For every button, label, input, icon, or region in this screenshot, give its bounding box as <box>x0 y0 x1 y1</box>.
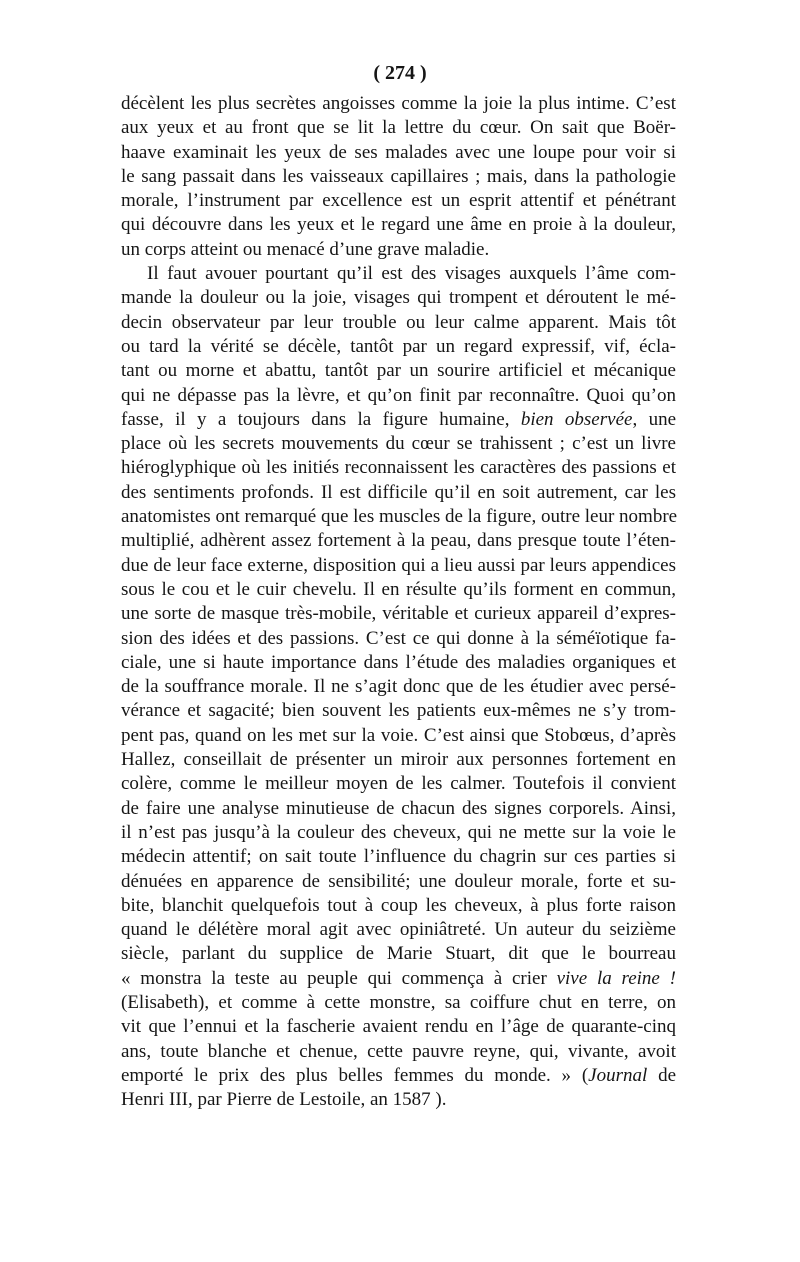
text-segment: anatomistes ont remarqué que les muscles de la figure, outre leur nombre <box>121 506 678 528</box>
text-segment: ou tard la vérité se décèle, tantôt par un regard expressif, vif, écla- <box>121 335 676 357</box>
text-segment: un corps atteint ou menacé d’une grave maladie. <box>121 238 490 260</box>
text-line <box>121 311 676 335</box>
text-line <box>121 554 676 578</box>
text-line <box>121 772 676 796</box>
text-segment: une sorte de masque très-mobile, véritable et curieux appareil d’expres- <box>121 603 676 625</box>
text-segment: de la souffrance morale. Il ne s’agit donc que de les étudier avec persé- <box>121 676 676 698</box>
text-line <box>121 967 676 991</box>
text-line <box>121 189 676 213</box>
text-line <box>121 116 676 140</box>
text-segment: ans, toute blanche et chenue, cette pauvre reyne, qui, vivante, avoit <box>121 1040 676 1062</box>
text-line <box>121 92 676 116</box>
text-line <box>121 529 676 553</box>
text-line <box>121 505 676 529</box>
text-line <box>121 797 676 821</box>
text-segment: place où les secrets mouvements du cœur se trahissent ; c’est un livre <box>121 433 676 455</box>
text-line <box>121 141 676 165</box>
text-line <box>121 991 676 1015</box>
text-line <box>121 578 676 602</box>
text-segment: , une <box>632 408 676 430</box>
text-segment: mande la douleur ou la joie, visages qui trompent et déroutent le mé- <box>121 287 676 309</box>
text-segment: sion des idées et des passions. C’est ce qui donne à la séméïotique fa- <box>121 627 676 649</box>
text-line <box>121 627 676 651</box>
text-line <box>121 821 676 845</box>
text-line <box>121 748 676 772</box>
text-line <box>121 1040 676 1064</box>
text-line <box>121 335 676 359</box>
text-segment: ciale, une si haute importance dans l’étude des maladies organiques et <box>121 651 676 673</box>
text-line <box>121 408 676 432</box>
text-line <box>121 894 676 918</box>
text-line <box>121 384 676 408</box>
italic-text: bien observée <box>520 408 633 430</box>
text-segment: due de leur face externe, disposition qui a lieu aussi par leurs appendices <box>121 554 676 576</box>
text-line <box>121 432 676 456</box>
text-line <box>121 213 676 237</box>
text-line <box>121 918 676 942</box>
italic-text: Journal <box>588 1064 648 1086</box>
text-segment: tant ou morne et abattu, tantôt par un sourire artificiel et mécanique <box>121 360 676 382</box>
text-line <box>121 699 676 723</box>
text-segment: il n’est pas jusqu’à la couleur des cheveux, qui ne mette sur la voie le <box>121 821 676 843</box>
text-line <box>121 262 676 286</box>
text-segment: aux yeux et au front que se lit la lettre du cœur. On sait que Boër- <box>121 117 676 139</box>
text-line <box>121 651 676 675</box>
text-segment: qui découvre dans les yeux et le regard une âme en proie à la douleur, <box>121 214 676 236</box>
text-segment: haave examinait les yeux de ses malades avec une loupe pour voir si <box>121 141 676 163</box>
text-segment: multiplié, adhèrent assez fortement à la peau, dans presque toute l’éten- <box>121 530 676 552</box>
text-segment: decin observateur par leur trouble ou leur calme apparent. Mais tôt <box>121 311 676 333</box>
text-segment: Hallez, conseillait de présenter un miroir aux personnes fortement en <box>121 749 676 771</box>
text-line <box>121 456 676 480</box>
text-segment: « monstra la teste au peuple qui commença à crier <box>121 967 557 989</box>
text-segment: (Elisabeth), et comme à cette monstre, sa coiffure chut en terre, on <box>121 991 676 1013</box>
text-line <box>121 1015 676 1039</box>
text-segment: des sentiments profonds. Il est difficile qu’il en soit autrement, car les <box>121 481 676 503</box>
text-line <box>121 1064 676 1088</box>
text-segment: fasse, il y a toujours dans la figure humaine, <box>121 408 521 430</box>
text-segment: colère, comme le meilleur moyen de les calmer. Toutefois il convient <box>121 773 676 795</box>
text-line <box>121 845 676 869</box>
text-line <box>121 675 676 699</box>
text-segment: pent pas, quand on les met sur la voie. C’est ainsi que Stobœus, d’après <box>121 724 676 746</box>
text-line <box>121 1088 676 1112</box>
text-line <box>121 870 676 894</box>
text-segment: siècle, parlant du supplice de Marie Stuart, dit que le bourreau <box>121 943 676 965</box>
text-segment: de <box>647 1064 676 1086</box>
italic-text: vive la reine ! <box>556 967 676 989</box>
text-segment: médecin attentif; on sait toute l’influence du chagrin sur ces parties si <box>121 846 676 868</box>
text-segment: décèlent les plus secrètes angoisses comme la joie la plus intime. C’est <box>121 93 676 114</box>
text-segment: vérance et sagacité; bien souvent les patients eux-mêmes ne s’y trom- <box>121 700 676 722</box>
text-segment: Henri III, par Pierre de Lestoile, an 1587 ). <box>121 1089 447 1111</box>
paragraph <box>121 262 676 1112</box>
text-segment: emporté le prix des plus belles femmes du monde. » ( <box>121 1064 589 1086</box>
text-segment: vit que l’ennui et la fascherie avaient rendu en l’âge de quarante-cinq <box>121 1016 676 1038</box>
text-segment: hiéroglyphique où les initiés reconnaissent les caractères des passions et <box>121 457 676 479</box>
paragraph <box>121 92 676 262</box>
text-line <box>121 286 676 310</box>
text-line <box>121 724 676 748</box>
text-line <box>121 481 676 505</box>
page-number: ( 274 ) <box>373 62 427 84</box>
text-segment: qui ne dépasse pas la lèvre, et qu’on finit par reconnaître. Quoi qu’on <box>121 384 676 406</box>
text-segment: bite, blanchit quelquefois tout à coup les cheveux, à plus forte raison <box>121 894 676 916</box>
text-line <box>121 238 676 262</box>
text-segment: Il faut avouer pourtant qu’il est des visages auxquels l’âme com- <box>147 263 676 285</box>
text-line <box>121 942 676 966</box>
text-segment: de faire une analyse minutieuse de chacun des signes corporels. Ainsi, <box>121 797 676 819</box>
text-segment: le sang passait dans les vaisseaux capillaires ; mais, dans la pathologie <box>121 165 676 187</box>
text-segment: dénuées en apparence de sensibilité; une douleur morale, forte et su- <box>121 870 676 892</box>
body-text <box>121 92 676 1112</box>
text-line <box>121 359 676 383</box>
text-line <box>121 602 676 626</box>
text-segment: quand le délétère moral agit avec opiniâtreté. Un auteur du seizième <box>121 919 676 941</box>
text-line <box>121 165 676 189</box>
text-segment: sous le cou et le cuir chevelu. Il en résulte qu’ils forment en commun, <box>121 578 676 600</box>
text-segment: morale, l’instrument par excellence est un esprit attentif et pénétrant <box>121 190 676 212</box>
